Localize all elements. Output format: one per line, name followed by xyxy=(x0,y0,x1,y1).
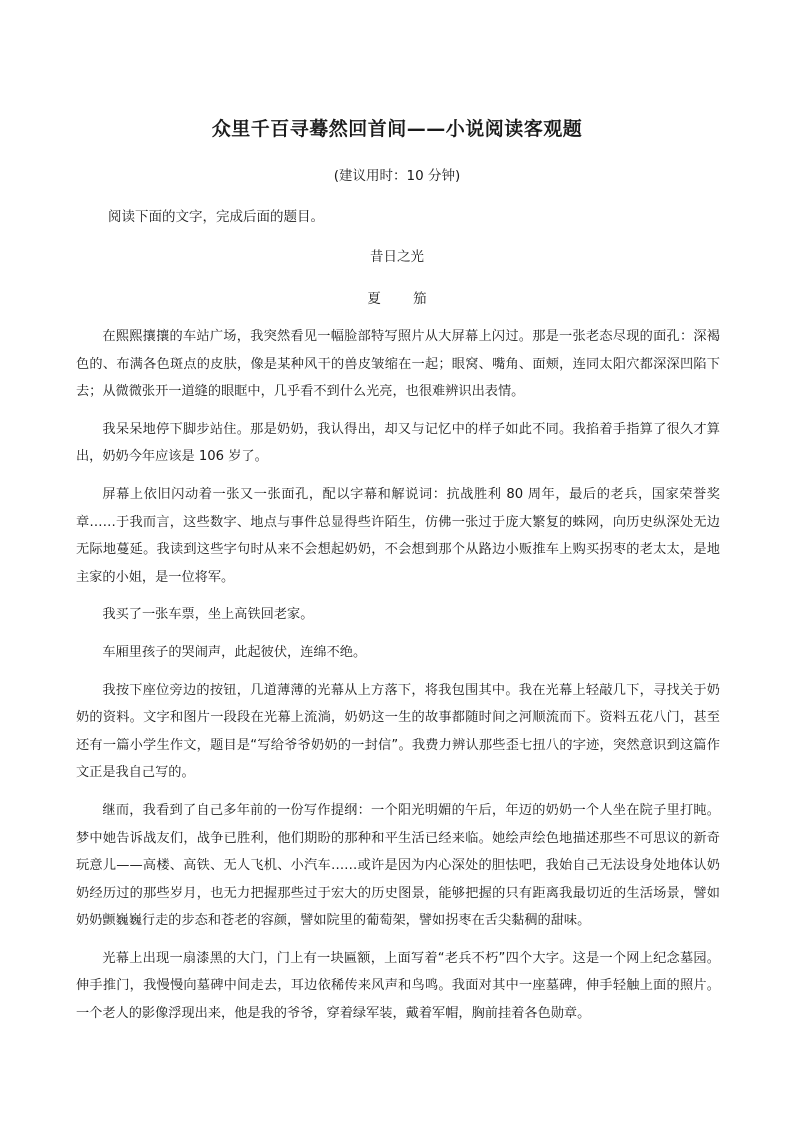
paragraph-5: 车厢里孩子的哭闹声，此起彼伏，连绵不绝。 xyxy=(102,644,367,660)
document-title: 众里千百寻蓦然回首间——小说阅读客观题 xyxy=(211,118,583,140)
paragraph-7: 继而，我看到了自己多年前的一份写作提纲：一个阳光明媚的午后，年迈的奶奶一个人坐在院子里打盹。梦中她告诉战友们，战争已胜利，他们期盼的那种和平生活已经来临。她绘声绘色地描述那些不可思议的新奇玩意儿——高楼、高铁、无人飞机、小汽车……或许是因为内心深处的胆怯吧，我始自己无法设身处地体认奶奶经历过的那些岁月，也无力把握那些过于宏大的历史图景，能够把握的只有距离我最切近的生活场景，譬如奶奶颤巍巍行走的步态和苍老的容颜，譬如院里的葡萄架，譬如拐枣在舌尖黏稠的甜味。 xyxy=(76,802,720,929)
story-body xyxy=(76,323,720,1038)
paragraph-1: 在熙熙攘攘的车站广场，我突然看见一幅脸部特写照片从大屏幕上闪过。那是一张老态尽现的面孔：深褐色的、布满各色斑点的皮肤，像是某种风干的兽皮皱缩在一起；眼窝、嘴角、面颊，连同太阳穴都深深凹陷下去；从微微张开一道缝的眼眶中，几乎看不到什么光亮，也很难辨识出表情。 xyxy=(76,329,720,400)
paragraph-3: 屏幕上依旧闪动着一张又一张面孔，配以字幕和解说词：抗战胜利 80 周年，最后的老兵，国家荣誉奖章……于我而言，这些数字、地点与事件总显得些许陌生，仿佛一张过于庞大繁复的蛛网，向历史纵深处无边无际地蔓延。我读到这些字句时从来不会想起奶奶，不会想到那个从路边小贩推车上购买拐枣的老太太，是地主家的小姐，是一位将军。 xyxy=(76,486,720,585)
paragraph-2: 我呆呆地停下脚步站住。那是奶奶，我认得出，却又与记忆中的样子如此不同。我掐着手指算了很久才算出，奶奶今年应该是 106 岁了。 xyxy=(76,421,720,465)
story-author: 夏 笳 xyxy=(367,291,441,307)
paragraph-6: 我按下座位旁边的按钮，几道薄薄的光幕从上方落下，将我包围其中。我在光幕上轻敲几下，寻找关于奶奶的资料。文字和图片一段段在光幕上流淌，奶奶这一生的故事都随时间之河顺流而下。资料五花八门，甚至还有一篇小学生作文，题目是“写给爷爷奶奶的一封信”。我费力辨认那些歪七扭八的字迹，突然意识到这篇作文正是我自己写的。 xyxy=(76,682,720,781)
paragraph-8: 光幕上出现一扇漆黑的大门，门上有一块匾额，上面写着“老兵不朽”四个大字。这是一个网上纪念墓园。伸手推门，我慢慢向墓碑中间走去，耳边依稀传来风声和鸟鸣。我面对其中一座墓碑，伸手轻触上面的照片。一个老人的影像浮现出来，他是我的爷爷，穿着绿军装，戴着军帽，胸前挂着各色勋章。 xyxy=(76,950,720,1022)
story-title: 昔日之光 xyxy=(370,249,424,265)
paragraph-4: 我买了一张车票，坐上高铁回老家。 xyxy=(102,607,314,623)
time-suggestion: (建议用时：10 分钟) xyxy=(333,168,461,184)
reading-instruction: 阅读下面的文字，完成后面的题目。 xyxy=(108,209,324,225)
